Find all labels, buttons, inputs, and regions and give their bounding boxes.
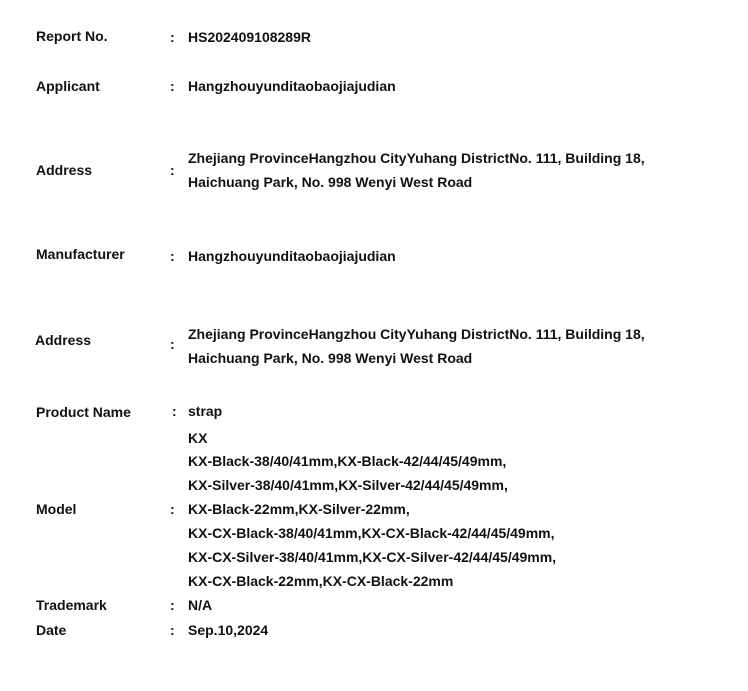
date-colon: : xyxy=(170,622,175,638)
date-label: Date xyxy=(36,622,67,638)
manufacturer-colon: : xyxy=(170,248,175,264)
model-line-1: KX xyxy=(188,430,208,446)
model-line-6: KX-CX-Silver-38/40/41mm,KX-CX-Silver-42/44/45/49mm, xyxy=(188,549,557,565)
manufacturer-value: Hangzhouyunditaobaojiajudian xyxy=(188,248,396,264)
model-line-2: KX-Black-38/40/41mm,KX-Black-42/44/45/49mm, xyxy=(188,453,507,469)
applicant-address-label: Address xyxy=(36,162,93,178)
manufacturer-address-colon: : xyxy=(170,336,175,352)
model-line-3: KX-Silver-38/40/41mm,KX-Silver-42/44/45/49mm, xyxy=(188,477,508,493)
trademark-label: Trademark xyxy=(36,597,107,613)
model-label: Model xyxy=(36,501,77,517)
applicant-colon: : xyxy=(170,78,175,94)
report-no-colon: : xyxy=(170,29,175,45)
model-line-4: KX-Black-22mm,KX-Silver-22mm, xyxy=(188,501,410,517)
manufacturer-address-label: Address xyxy=(35,332,92,348)
model-colon: : xyxy=(170,501,175,517)
applicant-label: Applicant xyxy=(36,78,100,94)
applicant-address-colon: : xyxy=(170,162,175,178)
applicant-address-line-1: Zhejiang ProvinceHangzhou CityYuhang DistrictNo. 111, Building 18, xyxy=(188,150,645,166)
manufacturer-address-line-1: Zhejiang ProvinceHangzhou CityYuhang DistrictNo. 111, Building 18, xyxy=(188,326,645,342)
manufacturer-label: Manufacturer xyxy=(36,246,125,262)
product-name-value: strap xyxy=(188,403,223,419)
model-line-7: KX-CX-Black-22mm,KX-CX-Black-22mm xyxy=(188,573,454,589)
report-no-label: Report No. xyxy=(36,28,108,44)
product-name-label: Product Name xyxy=(36,404,131,420)
model-line-5: KX-CX-Black-38/40/41mm,KX-CX-Black-42/44/45/49mm, xyxy=(188,525,555,541)
applicant-address-line-2: Haichuang Park, No. 998 Wenyi West Road xyxy=(188,174,473,190)
date-value: Sep.10,2024 xyxy=(188,622,269,638)
product-name-colon: : xyxy=(172,403,177,419)
applicant-value: Hangzhouyunditaobaojiajudian xyxy=(188,78,396,94)
report-no-value: HS202409108289R xyxy=(188,29,311,45)
manufacturer-address-line-2: Haichuang Park, No. 998 Wenyi West Road xyxy=(188,350,473,366)
trademark-colon: : xyxy=(170,597,175,613)
trademark-value: N/A xyxy=(188,597,213,613)
